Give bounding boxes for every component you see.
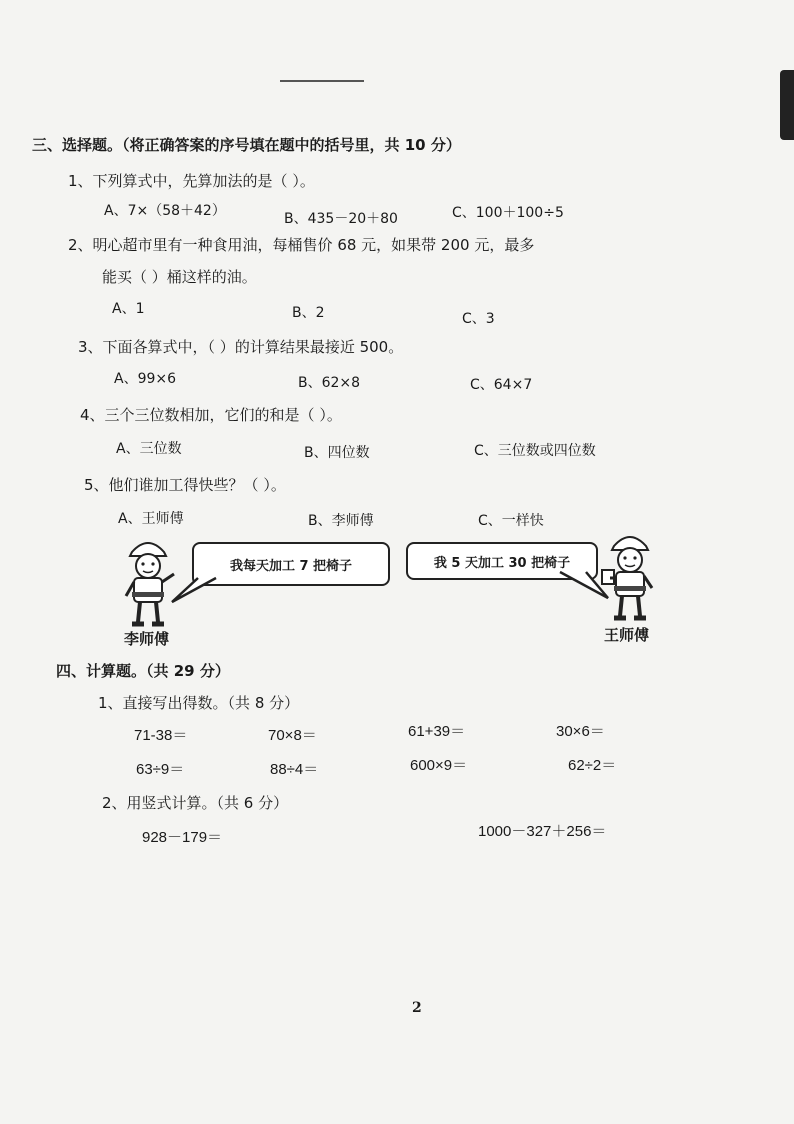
speech-bubble-left-text: 我每天加工 7 把椅子 [229, 558, 353, 574]
worker-wang-illustration [598, 528, 662, 624]
speech-bubble-left-tail [172, 578, 222, 608]
calc-row1-item2: 70×8＝ [268, 727, 317, 744]
question-1-option-b: B、435－20＋80 [284, 211, 398, 227]
question-4-option-a: A、三位数 [116, 441, 182, 457]
calc-row1-item1: 71-38＝ [134, 727, 188, 744]
question-3-stem: 3、下面各算式中，（ ）的计算结果最接近 500。 [78, 338, 404, 356]
question-4-option-b: B、四位数 [304, 445, 370, 461]
question-3-option-a: A、99×6 [114, 371, 177, 387]
question-1-stem: 1、下列算式中，先算加法的是（ ）。 [68, 172, 315, 190]
worker-wang-label: 王师傅 [604, 626, 650, 644]
section-3-title: 三、选择题。（将正确答案的序号填在题中的括号里，共 10 分） [32, 136, 461, 154]
question-3-option-b: B、62×8 [298, 375, 361, 391]
vertical-calc-1: 928－179＝ [142, 829, 223, 846]
calc-row2-item4: 62÷2＝ [568, 757, 617, 774]
part-1-title: 1、直接写出得数。（共 8 分） [98, 694, 300, 712]
scan-edge-mark [780, 70, 794, 140]
question-1-option-c: C、100＋100÷5 [452, 205, 564, 221]
vertical-calc-2: 1000－327＋256＝ [478, 823, 607, 840]
question-5-option-a: A、王师傅 [118, 511, 184, 527]
calc-row2-item2: 88÷4＝ [270, 761, 319, 778]
header-rule [280, 80, 364, 82]
question-5-option-b: B、李师傅 [308, 513, 374, 529]
question-5-stem: 5、他们谁加工得快些？（ ）。 [84, 476, 286, 494]
calc-row1-item3: 61+39＝ [408, 723, 466, 740]
question-4-option-c: C、三位数或四位数 [474, 443, 596, 459]
calc-row1-item4: 30×6＝ [556, 723, 605, 740]
question-1-option-a: A、7×（58＋42） [104, 203, 226, 219]
question-2-option-a: A、1 [112, 301, 145, 317]
question-2-option-c: C、3 [462, 311, 495, 327]
section-4-title: 四、计算题。（共 29 分） [56, 662, 230, 680]
question-2-stem-cont: 能买（ ）桶这样的油。 [102, 268, 257, 286]
worker-li-label: 李师傅 [124, 630, 170, 648]
calc-row2-item1: 63÷9＝ [136, 761, 185, 778]
question-3-option-c: C、64×7 [470, 377, 533, 393]
question-5-option-c: C、一样快 [478, 513, 544, 529]
page-number: 2 [412, 1000, 422, 1016]
worker-li-illustration [116, 534, 180, 630]
speech-bubble-right-text: 我 5 天加工 30 把椅子 [433, 555, 571, 571]
part-2-title: 2、用竖式计算。（共 6 分） [102, 794, 289, 812]
question-4-stem: 4、三个三位数相加，它们的和是（ ）。 [80, 406, 342, 424]
question-2-stem: 2、明心超市里有一种食用油，每桶售价 68 元，如果带 200 元，最多 [68, 236, 535, 254]
question-2-option-b: B、2 [292, 305, 325, 321]
calc-row2-item3: 600×9＝ [410, 757, 468, 774]
